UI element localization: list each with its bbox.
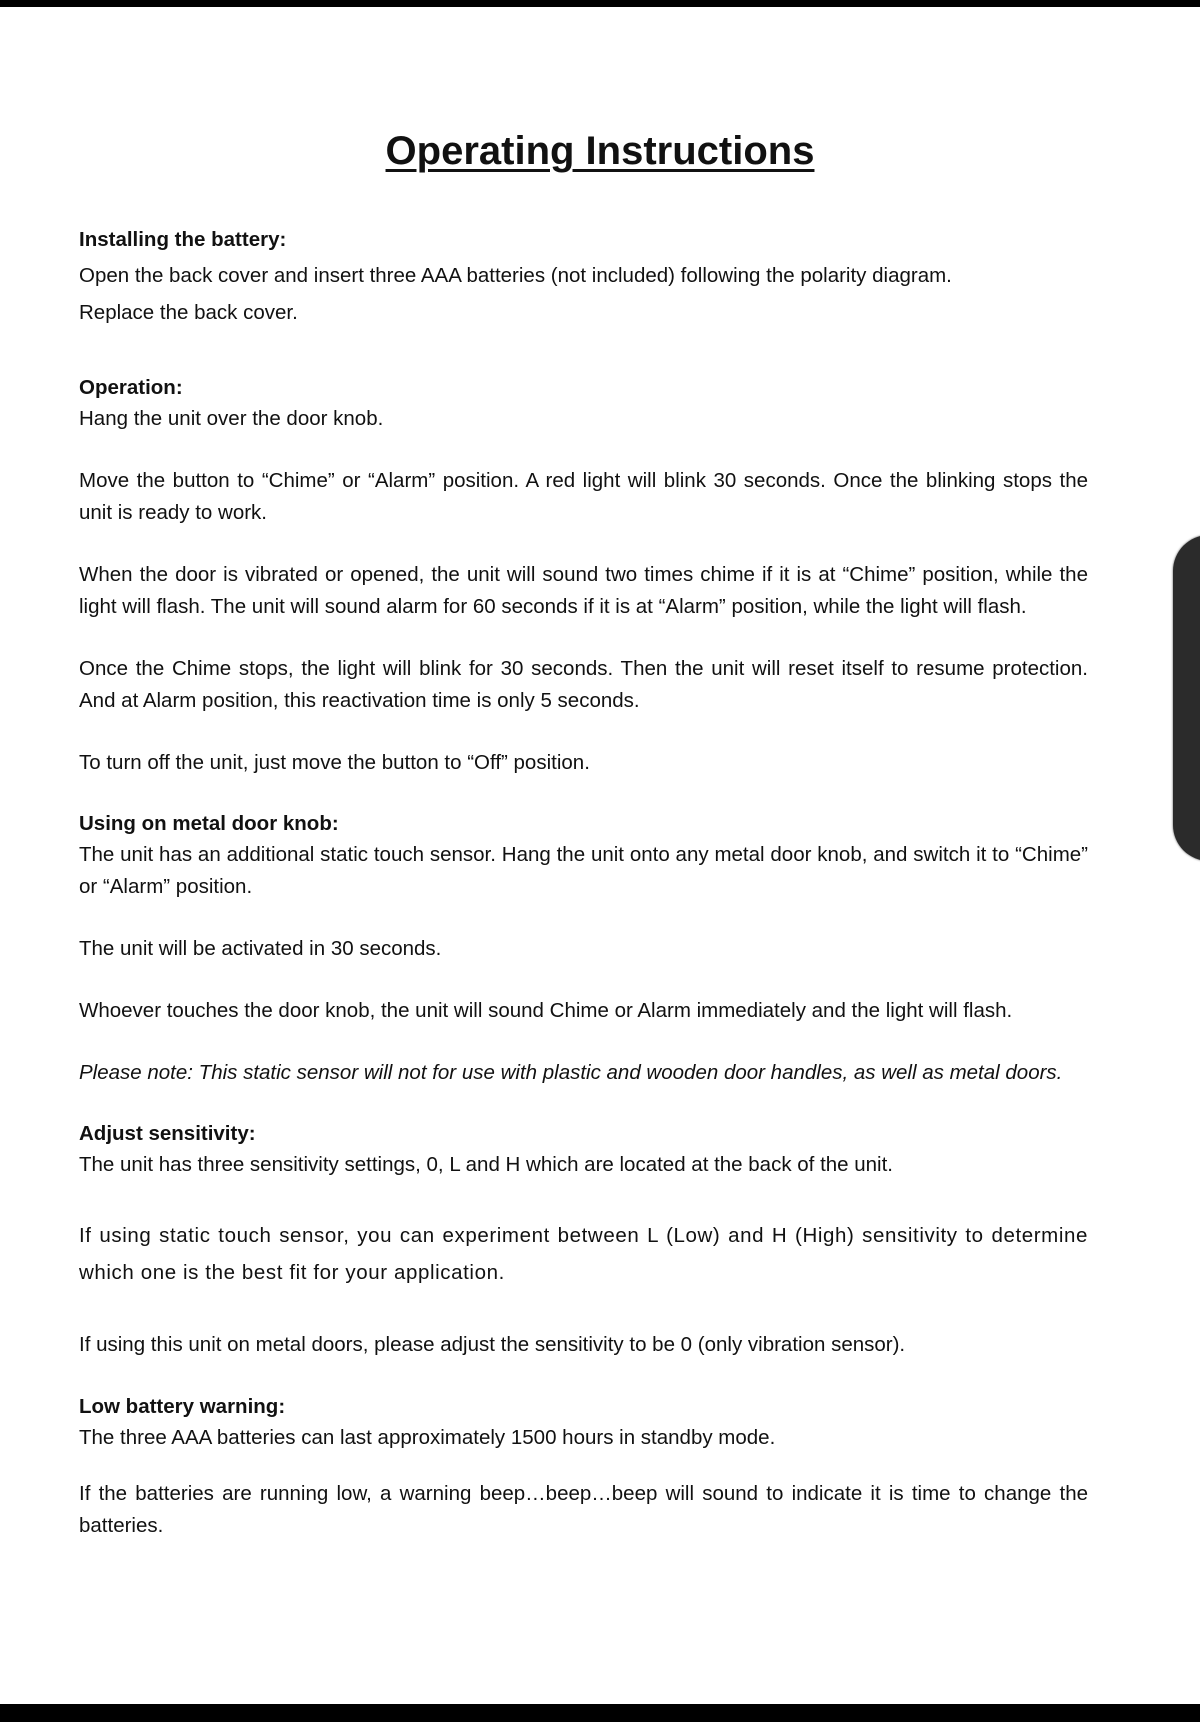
battery-line-2: Replace the back cover. (79, 301, 298, 324)
section-heading-metal: Using on metal door knob: (79, 812, 339, 835)
low-battery-paragraph-1: The three AAA batteries can last approximately 1500 hours in standby mode. (79, 1426, 776, 1449)
operation-paragraph-5: To turn off the unit, just move the button to “Off” position. (79, 751, 590, 774)
section-heading-operation: Operation: (79, 376, 183, 399)
low-battery-paragraph-2: If the batteries are running low, a warning beep…beep…beep will sound to indicate it is time to change the batteries. (79, 1482, 1088, 1537)
section-heading-sensitivity: Adjust sensitivity: (79, 1122, 256, 1145)
side-panel-handle[interactable] (1173, 535, 1200, 861)
metal-paragraph-1: The unit has an additional static touch sensor. Hang the unit onto any metal door knob, and switch it to “Chime” or “Alarm” position. (79, 843, 1088, 898)
operation-paragraph-3: When the door is vibrated or opened, the unit will sound two times chime if it is at “Chime” position, while the light will flash. The unit will sound alarm for 60 seconds if it is at “Alarm” position, while the light will flash. (79, 563, 1088, 618)
battery-line-1: Open the back cover and insert three AAA batteries (not included) following the polarity diagram. (79, 264, 952, 287)
document-page (0, 7, 1200, 1704)
sensitivity-paragraph-2: If using static touch sensor, you can experiment between L (Low) and H (High) sensitivity to determine which one is the best fit for your application. (79, 1224, 1088, 1284)
metal-note: Please note: This static sensor will not for use with plastic and wooden door handles, as well as metal doors. (79, 1061, 1063, 1084)
section-heading-battery: Installing the battery: (79, 228, 287, 251)
instructions-body (79, 225, 1088, 1542)
sensitivity-paragraph-1: The unit has three sensitivity settings, 0, L and H which are located at the back of the unit. (79, 1153, 894, 1176)
operation-paragraph-2: Move the button to “Chime” or “Alarm” position. A red light will blink 30 seconds. Once the blinking stops the unit is ready to work. (79, 469, 1088, 524)
section-heading-low-battery: Low battery warning: (79, 1395, 286, 1418)
metal-paragraph-3: Whoever touches the door knob, the unit will sound Chime or Alarm immediately and the light will flash. (79, 999, 1013, 1022)
sensitivity-paragraph-3: If using this unit on metal doors, please adjust the sensitivity to be 0 (only vibration sensor). (79, 1333, 906, 1356)
operation-paragraph-1: Hang the unit over the door knob. (79, 407, 384, 430)
page-title: Operating Instructions (385, 129, 815, 173)
operation-paragraph-4: Once the Chime stops, the light will blink for 30 seconds. Then the unit will reset itself to resume protection. And at Alarm position, this reactivation time is only 5 seconds. (79, 657, 1088, 712)
metal-paragraph-2: The unit will be activated in 30 seconds. (79, 937, 442, 960)
